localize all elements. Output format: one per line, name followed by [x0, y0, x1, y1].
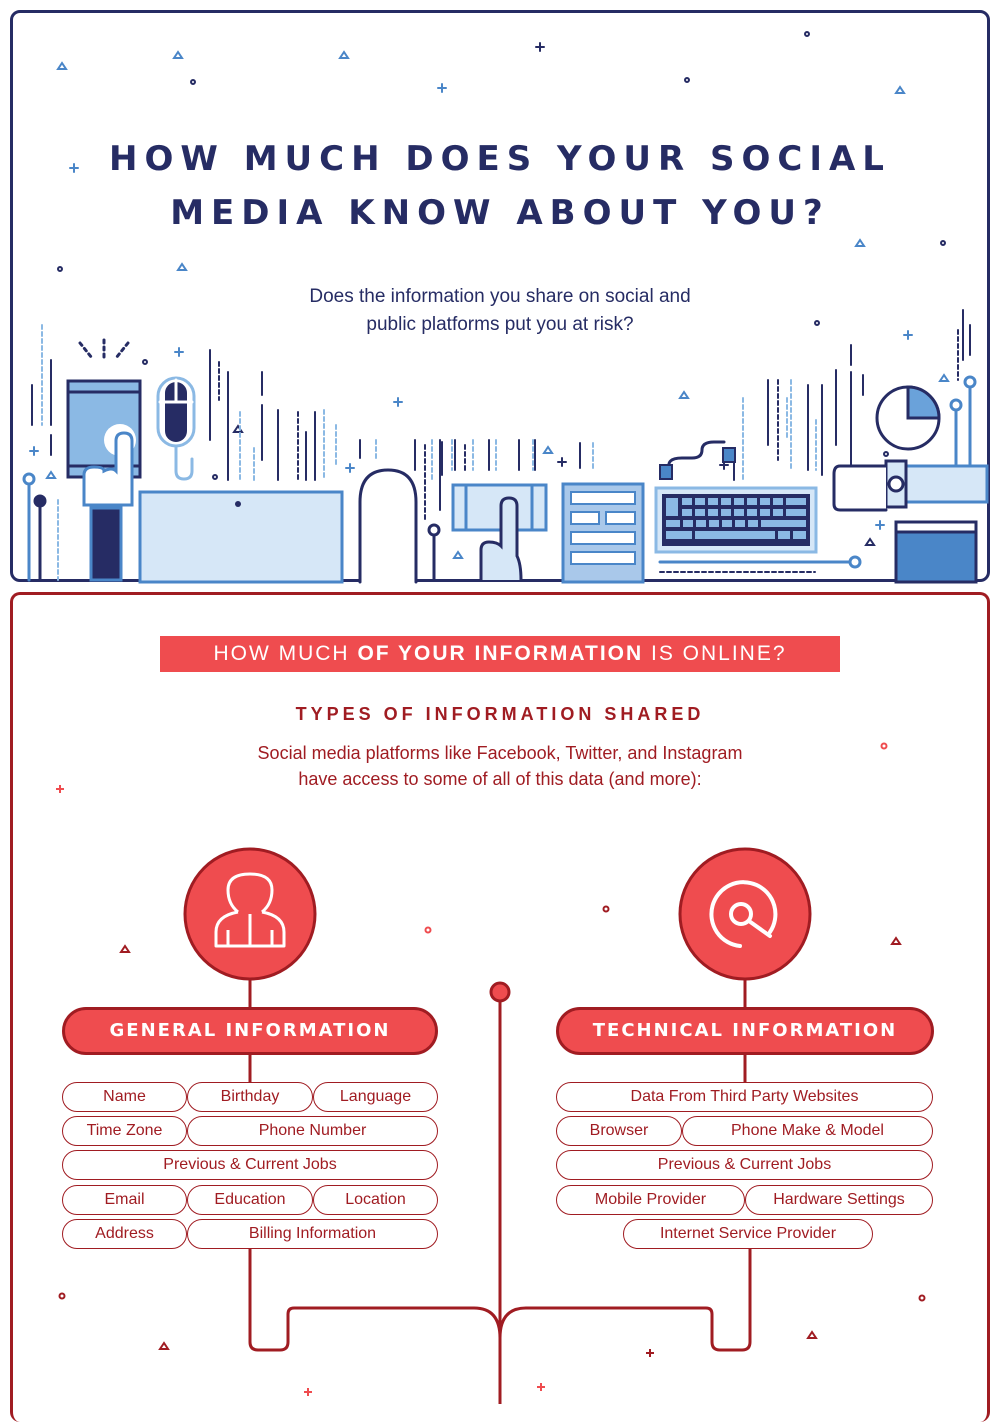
types-title: TYPES OF INFORMATION SHARED [295, 704, 705, 724]
banner-text-pre: HOW MUCH [213, 642, 358, 665]
title-line-1: HOW MUCH DOES YOUR SOCIAL [109, 139, 891, 179]
chip-phone-make-model: Phone Make & Model [682, 1116, 933, 1146]
chip-internet-service-provider: Internet Service Provider [623, 1219, 873, 1249]
types-desc-line-1: Social media platforms like Facebook, Twitter, and Instagram [257, 743, 743, 763]
category-technical-information: TECHNICAL INFORMATION [556, 1007, 934, 1055]
banner-text-post: IS ONLINE? [643, 642, 787, 665]
chip-hardware-settings: Hardware Settings [745, 1185, 933, 1215]
chip-previous-current-jobs-tech: Previous & Current Jobs [556, 1150, 933, 1180]
chip-location: Location [313, 1185, 438, 1215]
chip-third-party-data: Data From Third Party Websites [556, 1082, 933, 1112]
at-sign-icon [680, 849, 810, 979]
chip-email: Email [62, 1185, 187, 1215]
person-icon [185, 849, 315, 979]
chip-birthday: Birthday [187, 1082, 313, 1112]
red-sparkle-decorations [56, 744, 887, 1397]
chip-previous-current-jobs: Previous & Current Jobs [62, 1150, 438, 1180]
chip-name: Name [62, 1082, 187, 1112]
title-line-2: MEDIA KNOW ABOUT YOU? [170, 193, 830, 233]
subtitle-line-2: public platforms put you at risk? [366, 314, 634, 335]
chip-browser: Browser [556, 1116, 682, 1146]
chip-billing-information: Billing Information [187, 1219, 438, 1249]
subtitle-line-1: Does the information you share on social and [309, 286, 691, 307]
banner-text-bold: OF YOUR INFORMATION [357, 642, 644, 665]
chip-phone-number: Phone Number [187, 1116, 438, 1146]
chip-address: Address [62, 1219, 187, 1249]
chip-time-zone: Time Zone [62, 1116, 187, 1146]
chip-education: Education [187, 1185, 313, 1215]
types-desc-line-2: have access to some of all of this data (and more): [298, 769, 702, 789]
chip-mobile-provider: Mobile Provider [556, 1185, 745, 1215]
chip-language: Language [313, 1082, 438, 1112]
category-general-information: GENERAL INFORMATION [62, 1007, 438, 1055]
